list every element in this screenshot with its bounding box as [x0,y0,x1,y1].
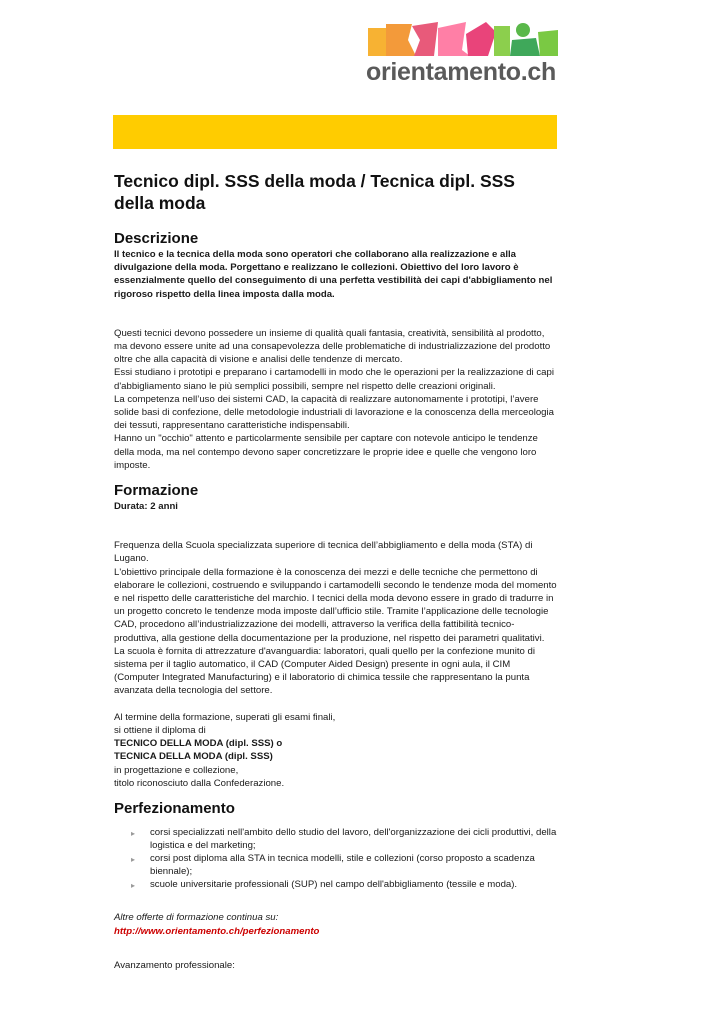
perfezionamento-list [114,826,558,891]
altre-offerte-label: Altre offerte di formazione continua su: [114,911,279,923]
list-item: ▸ corsi post diploma alla STA in tecnica modelli, stile e collezioni (corso proposto a scadenza biennale); [131,852,535,877]
diploma-block [114,711,558,790]
list-item: ▸ corsi specializzati nell'ambito dello studio del lavoro, dell'organizzazione dei cicli produttivi, della logistica e del marketing; [131,826,557,851]
descrizione-intro: Il tecnico e la tecnica della moda sono operatori che collaborano alla realizzazione e alla divulgazione della moda. Porgettano e realizzano le collezioni. Obiettivo del loro lavoro è essenzialmente quello del conseguimento di una perfetta vestibilità dei capi d'abbigliamento nel rigoroso rispetto della linea imposta dalla moda. [114,249,553,300]
perfezionamento-heading: Perfezionamento [114,799,235,817]
diploma-line2: si ottiene il diploma di [114,724,206,736]
diploma-line1: Al termine della formazione, superati gli esami finali, [114,711,336,723]
descrizione-p1: Questi tecnici devono possedere un insieme di qualità quali fantasia, creatività, sensibilità al prodotto, ma devono essere unite ad una consapevolezza delle problematiche di industrializzazione del prodotto oltre che alla capacità di visione e analisi delle tendenze di mercato. [114,327,551,366]
descrizione-p3: La competenza nell’uso dei sistemi CAD, la capacità di realizzare autonomamente i prototipi, l’avere solide basi di confezione, delle metodologie industriali di lavorazione e la conoscenza della merceologia dei tessuti, rappresentano caratteristiche indispensabili. [114,393,554,432]
descrizione-body [114,327,558,472]
diploma-line4: titolo riconosciuto dalla Confederazione. [114,777,285,789]
main-content [114,170,558,972]
formazione-p3: La scuola è fornita di attrezzature d'avanguardia: laboratori, quali quello per la confezione munito di sistema per il taglio automatico, il CAD (Computer Aided Design) presente in ogni aula, il CIM (Computer Integrated Manufacturing) e il laboratorio di chimica tessile che rappresentano la punta avanzata della tecnologia del settore. [114,645,536,697]
formazione-p1: Frequenza della Scuola specializzata superiore di tecnica dell’abbigliamento e della moda (STA) di Lugano. [114,540,533,565]
orientamento-logo[interactable] [366,20,560,86]
yellow-banner [113,115,557,149]
descrizione-p4: Hanno un "occhio" attento e particolarmente sensibile per captare con notevole anticipo le tendenze della moda, ma nel contempo devono saper concretizzare le proprie idee e quelle che vengono loro imposte. [114,433,538,471]
formazione-heading: Formazione [114,482,199,500]
arrow-bullet-icon: ▸ [131,880,136,890]
logo-figures-icon [368,20,558,58]
descrizione-heading: Descrizione [114,230,199,247]
avanzamento-label: Avanzamento professionale: [114,959,235,971]
arrow-bullet-icon: ▸ [131,854,136,864]
formazione-p2: L'obiettivo principale della formazione è la conoscenza dei mezzi e delle tecniche che permettono di elaborare le collezioni, costruendo e sviluppando i cartamodelli secondo le tendenze moda del momento e nel rispetto delle caratteristiche del marchio. I tecnici della moda devono essere in grado di tradurre in un progetto concreto le tendenze moda imposte dall’ufficio stile. Tramite l’applicazione delle tecnologie CAD, procedono all’industrializzazione dei modelli, attraverso la verifica della fattibilità tecnico-produttiva, alla gestione della documentazione per la produzione, nel rispetto dei parametri qualitativi. [114,566,557,644]
arrow-bullet-icon: ▸ [131,828,136,838]
formazione-durata: Durata: 2 anni [114,501,178,513]
logo-text: orientamento.ch [366,58,556,86]
list-item: ▸ scuole universitarie professionali (SUP) nel campo dell'abbigliamento (tessile e moda). [131,878,518,890]
diploma-line3: in progettazione e collezione, [114,764,239,776]
formazione-body [114,539,558,697]
descrizione-p2: Essi studiano i prototipi e preparano i cartamodelli in modo che le operazioni per la realizzazione di capi d'abbigliamento siano le più semplici possibili, sempre nel rispetto delle creazioni originali. [114,367,554,392]
diploma-title-2: TECNICA DELLA MODA (dipl. SSS) [114,751,273,763]
page-title: Tecnico dipl. SSS della moda / Tecnica dipl. SSS della moda [114,171,515,213]
perfezionamento-link[interactable]: http://www.orientamento.ch/perfezionamento [114,925,320,937]
diploma-title-1: TECNICO DELLA MODA (dipl. SSS) o [114,738,283,750]
